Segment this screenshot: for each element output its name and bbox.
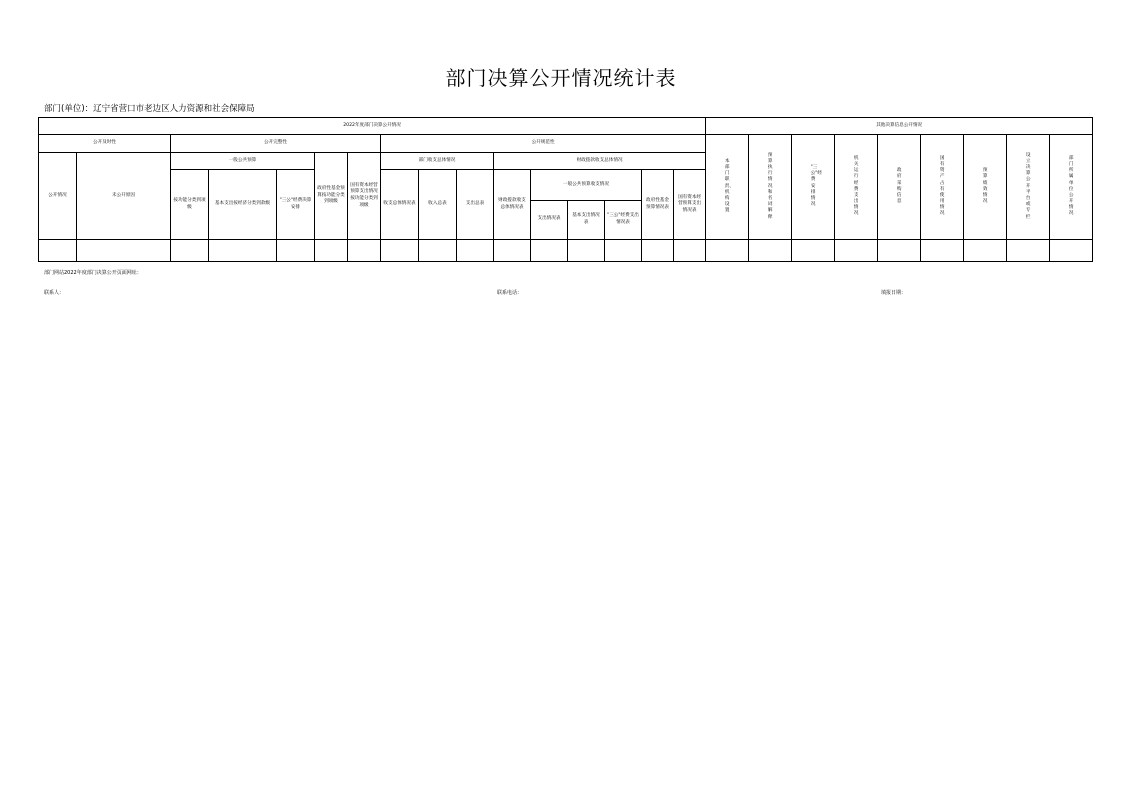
- header-timeliness: 公开及时性: [39, 135, 171, 153]
- data-cell[interactable]: [706, 239, 749, 261]
- header-general-budget: 一般公共预算: [171, 153, 315, 170]
- data-cell[interactable]: [381, 239, 419, 261]
- header-dept-income-expense: 部门收支总体情况: [381, 153, 494, 170]
- data-cell[interactable]: [792, 239, 835, 261]
- header-state-capital-func: 国有资本经营预算支出情况按功能分类到项级: [348, 153, 381, 240]
- data-cell[interactable]: [674, 239, 706, 261]
- statistics-table: [38, 117, 1093, 262]
- col-state-assets: 国有资产占有使用情况: [921, 135, 964, 240]
- footer-contact-person: 联系人：: [44, 290, 65, 296]
- col-agency-operation: 机关运行经费支出情况: [835, 135, 878, 240]
- col-dept-duties: 本部门职责、机构设置: [706, 135, 749, 240]
- header-econ-class: 基本支出按经济分类到款级: [209, 170, 277, 239]
- data-cell[interactable]: [749, 239, 792, 261]
- footer-website-url-label: 部门网站2022年度部门决算公开页面网址：: [44, 270, 142, 276]
- data-cell[interactable]: [348, 239, 381, 261]
- header-expense-status-table: 支出情况表: [531, 200, 568, 239]
- header-three-public-table: "三公"经费支出情况表: [605, 200, 642, 239]
- header-state-capital-table: 国有资本经营预算支出情况表: [674, 170, 706, 239]
- col-gov-procurement: 政府采购信息: [878, 135, 921, 240]
- header-gov-fund-func: 政府性基金预算按功能分类到项级: [315, 153, 348, 240]
- header-disclosure-status: 公开情况: [39, 153, 77, 240]
- data-cell[interactable]: [494, 239, 531, 261]
- department-line: 部门(单位)：辽宁省营口市老边区人力资源和社会保障局: [44, 104, 255, 114]
- header-2022-disclosure: 2022年度部门决算公开情况: [39, 118, 706, 135]
- header-fiscal-total-table: 财政拨款收支总体情况表: [494, 170, 531, 239]
- header-completeness: 公开完整性: [171, 135, 381, 153]
- col-budget-execution: 预算执行情况和名词解释: [749, 135, 792, 240]
- header-expense-table: 支出总表: [457, 170, 494, 239]
- data-cell[interactable]: [39, 239, 77, 261]
- data-cell[interactable]: [419, 239, 457, 261]
- data-cell[interactable]: [605, 239, 642, 261]
- col-disclosure-platform: 设立决算公开平台或专栏: [1007, 135, 1050, 240]
- header-income-table: 收入总表: [419, 170, 457, 239]
- data-cell[interactable]: [835, 239, 878, 261]
- col-three-public-arrangement: "三公"经费安排情况: [792, 135, 835, 240]
- header-fiscal-appropriation: 财政拨款收支总体情况: [494, 153, 706, 170]
- data-cell[interactable]: [171, 239, 209, 261]
- data-cell[interactable]: [642, 239, 674, 261]
- data-cell[interactable]: [315, 239, 348, 261]
- header-general-budget-expense: 一般公共预算收支情况: [531, 170, 642, 200]
- data-cell[interactable]: [1007, 239, 1050, 261]
- data-cell[interactable]: [209, 239, 277, 261]
- data-cell[interactable]: [77, 239, 171, 261]
- data-cell[interactable]: [964, 239, 1007, 261]
- data-cell[interactable]: [277, 239, 315, 261]
- header-three-public: "三公"经费决算安排: [277, 170, 315, 239]
- header-other-disclosure: 其他决算信息公开情况: [706, 118, 1093, 135]
- document-title: 部门决算公开情况统计表: [445, 66, 677, 90]
- header-total-table: 收支总体情况表: [381, 170, 419, 239]
- footer-contact-phone: 联系电话：: [497, 290, 523, 296]
- data-cell[interactable]: [1050, 239, 1093, 261]
- data-cell[interactable]: [457, 239, 494, 261]
- col-performance: 预算绩效情况: [964, 135, 1007, 240]
- header-basic-expense-table: 基本支出情况表: [568, 200, 605, 239]
- table-row: [39, 239, 1093, 261]
- header-reason-not-disclosed: 未公开原因: [77, 153, 171, 240]
- data-cell[interactable]: [921, 239, 964, 261]
- col-subordinate-units: 部门所属单位公开情况: [1050, 135, 1093, 240]
- header-gov-fund-table: 政府性基金预算情况表: [642, 170, 674, 239]
- footer-fill-date: 填报日期：: [881, 290, 907, 296]
- data-cell[interactable]: [568, 239, 605, 261]
- data-cell[interactable]: [878, 239, 921, 261]
- header-normativity: 公开规范性: [381, 135, 706, 153]
- data-cell[interactable]: [531, 239, 568, 261]
- header-func-class: 按功能分类到项级: [171, 170, 209, 239]
